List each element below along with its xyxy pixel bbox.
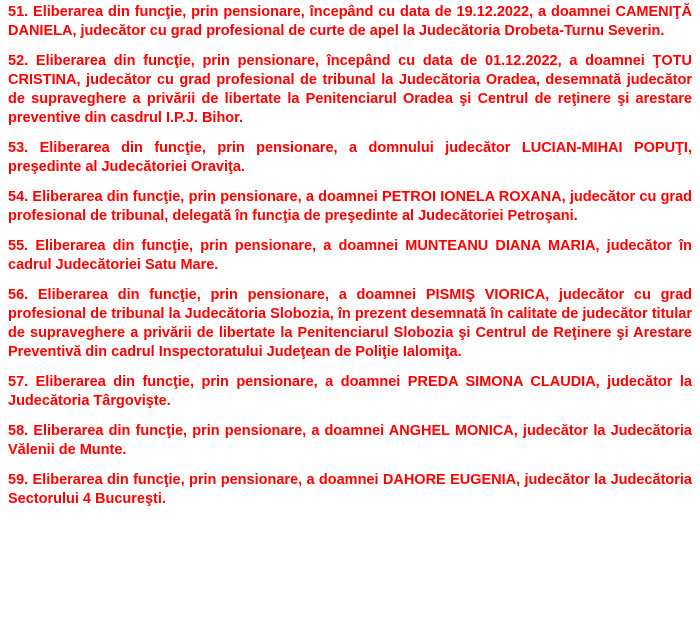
list-item: 57. Eliberarea din funcţie, prin pensionare, a doamnei PREDA SIMONA CLAUDIA, judecător la Judecătoria Târgovişte. [8,374,692,409]
list-item: 52. Eliberarea din funcţie, prin pensionare, începând cu data de 01.12.2022, a doamnei ŢOTU CRISTINA, judecător cu grad profesional de tribunal la Judecătoria Oradea, desemnată judecător de supraveghere a privării de libertate la Penitenciarul Oradea şi Centrul de reţinere şi arestare preventive din casdrul I.P.J. Bihor. [8,53,692,126]
list-item: 51. Eliberarea din funcţie, prin pensionare, începând cu data de 19.12.2022, a doamnei CAMENIŢĂ DANIELA, judecător cu grad profesional de curte de apel la Judecătoria Drobeta-Turnu Severin. [8,4,692,39]
list-item: 54. Eliberarea din funcţie, prin pensionare, a doamnei PETROI IONELA ROXANA, judecător cu grad profesional de tribunal, delegată în funcţia de preşedinte al Judecătoriei Petroşani. [8,189,692,224]
list-item: 55. Eliberarea din funcţie, prin pensionare, a doamnei MUNTEANU DIANA MARIA, judecător în cadrul Judecătoriei Satu Mare. [8,238,692,273]
list-item: 59. Eliberarea din funcţie, prin pensionare, a doamnei DAHORE EUGENIA, judecător la Judecătoria Sectorului 4 Bucureşti. [8,472,692,507]
list-item: 56. Eliberarea din funcţie, prin pensionare, a doamnei PISMIŞ VIORICA, judecător cu grad profesional de tribunal la Judecătoria Slobozia, în prezent desemnată în calitate de judecător titular de supraveghere a privării de libertate la Penitenciarul Slobozia şi Centrul de Reţinere şi Arestare Preventivă din cadrul Inspectoratului Judeţean de Poliţie Ialomiţa. [8,287,692,360]
list-item: 58. Eliberarea din funcţie, prin pensionare, a doamnei ANGHEL MONICA, judecător la Judecătoria Vălenii de Munte. [8,423,692,458]
list-item: 53. Eliberarea din funcţie, prin pensionare, a domnului judecător LUCIAN-MIHAI POPUŢI, preşedinte al Judecătoriei Oraviţa. [8,140,692,175]
